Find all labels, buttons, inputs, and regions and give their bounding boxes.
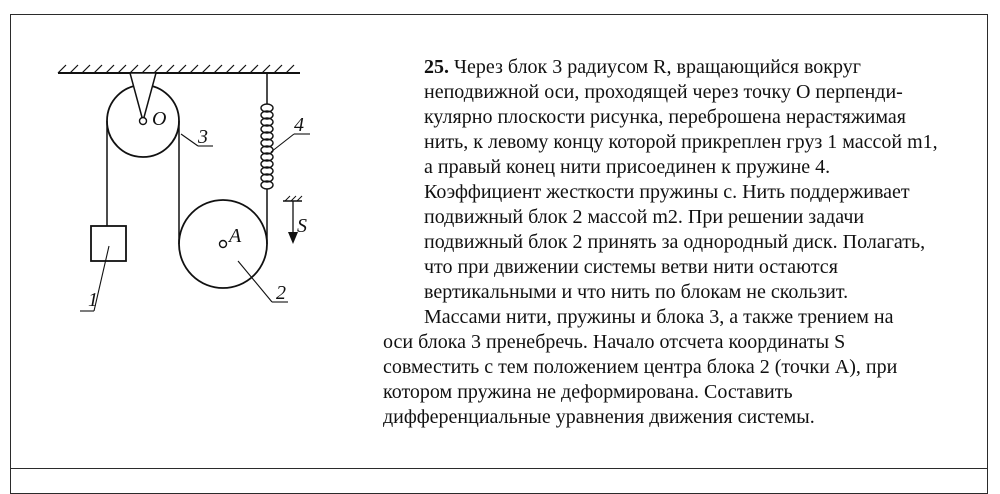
point-a (220, 241, 227, 248)
text-line: подвижный блок 2 массой m2. При решении задачи (424, 206, 865, 228)
text-line: совместить с тем положением центра блока 2 (точки A), при (383, 356, 898, 378)
text-line: а правый конец нити присоединен к пружине 4. (424, 156, 831, 178)
label-a: A (229, 225, 242, 247)
problem-number: 25. (424, 56, 449, 78)
text-line: неподвижной оси, проходящей через точку O перпенди- (424, 81, 903, 103)
load-1 (91, 226, 126, 261)
bottom-divider (10, 468, 988, 469)
axis-o-point (140, 118, 147, 125)
label-o: O (152, 108, 167, 130)
text-line: кулярно плоскости рисунка, переброшена нерастяжимая (424, 106, 906, 128)
problem-paragraph-2 (383, 305, 943, 430)
leader-2 (238, 261, 272, 302)
problem-paragraph-1 (383, 55, 943, 305)
text-line: нить, к левому концу которой прикреплен груз 1 массой m1, (424, 131, 938, 153)
label-3: 3 (198, 126, 208, 148)
mechanism-figure (50, 56, 350, 336)
spring-4 (261, 104, 273, 189)
text-line: дифференциальные уравнения движения системы. (383, 406, 815, 428)
text-line: Коэффициент жесткости пружины c. Нить поддерживает (424, 181, 910, 203)
text-line: Массами нити, пружины и блока 3, а также трением на (424, 306, 894, 328)
text-line: подвижный блок 2 принять за однородный диск. Полагать, (424, 231, 926, 253)
leader-4 (271, 134, 294, 152)
text-line: котором пружина не деформирована. Составить (383, 381, 793, 403)
label-2: 2 (276, 282, 286, 304)
text-line: 25. Через блок 3 радиусом R, вращающийся вокруг (424, 56, 861, 78)
text-line: что при движении системы ветви нити остаются (424, 256, 838, 278)
problem-text (383, 55, 943, 430)
label-4: 4 (294, 114, 304, 136)
text-line: вертикальными и что нить по блокам не скользит. (424, 281, 849, 303)
label-1: 1 (88, 289, 98, 311)
text-line: оси блока 3 пренебречь. Начало отсчета координаты S (383, 331, 846, 353)
leader-3 (181, 134, 198, 146)
ceiling-hatch (58, 65, 294, 73)
label-s: S (297, 215, 307, 237)
